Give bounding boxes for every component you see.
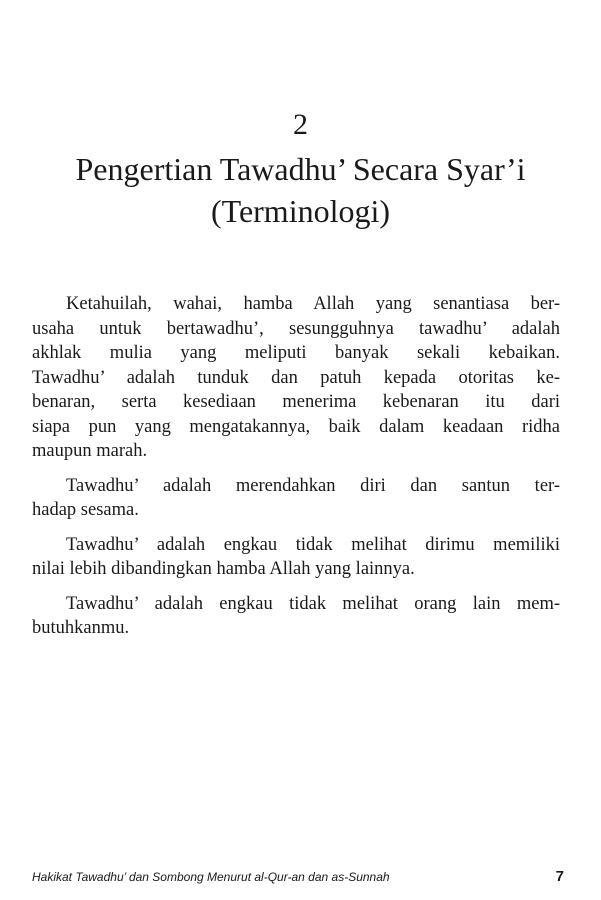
paragraph-line: Ketahuilah, wahai, hamba Allah yang senantiasa ber-	[66, 294, 560, 314]
paragraph-line: maupun marah.	[32, 441, 148, 461]
page-number: 7	[555, 868, 564, 885]
paragraph-line: Tawadhu’ adalah engkau tidak melihat orang lain mem-	[66, 593, 560, 614]
paragraph-line: siapa pun yang mengatakannya, baik dalam keadaan ridha	[32, 416, 560, 437]
paragraph-line: usaha untuk bertawadhu’, sesungguhnya tawadhu’ adalah	[32, 318, 560, 339]
running-footer-title: Hakikat Tawadhu’ dan Sombong Menurut al-Qur-an dan as-Sunnah	[32, 870, 390, 884]
chapter-title-line-1: Pengertian Tawadhu’ Secara Syar’i	[75, 151, 526, 187]
paragraph-1	[32, 292, 560, 464]
chapter-title-line-2: (Terminologi)	[210, 193, 391, 229]
paragraph-line: butuhkanmu.	[32, 618, 130, 638]
paragraph-4	[32, 592, 560, 641]
chapter-body	[32, 292, 560, 651]
paragraph-3	[32, 533, 560, 582]
paragraph-line: Tawadhu’ adalah tunduk dan patuh kepada otoritas ke-	[32, 367, 560, 388]
paragraph-line: benaran, serta kesediaan menerima kebenaran itu dari	[32, 392, 560, 412]
chapter-title	[0, 148, 601, 232]
paragraph-line: Tawadhu’ adalah engkau tidak melihat dirimu memiliki	[66, 534, 560, 555]
paragraph-line: akhlak mulia yang meliputi banyak sekali kebaikan.	[32, 343, 560, 363]
chapter-number: 2	[293, 108, 308, 141]
page-footer	[32, 868, 564, 888]
paragraph-line: Tawadhu’ adalah merendahkan diri dan santun ter-	[66, 475, 560, 496]
paragraph-2	[32, 474, 560, 523]
paragraph-line: hadap sesama.	[32, 500, 139, 520]
paragraph-line: nilai lebih dibandingkan hamba Allah yang lainnya.	[32, 559, 415, 579]
